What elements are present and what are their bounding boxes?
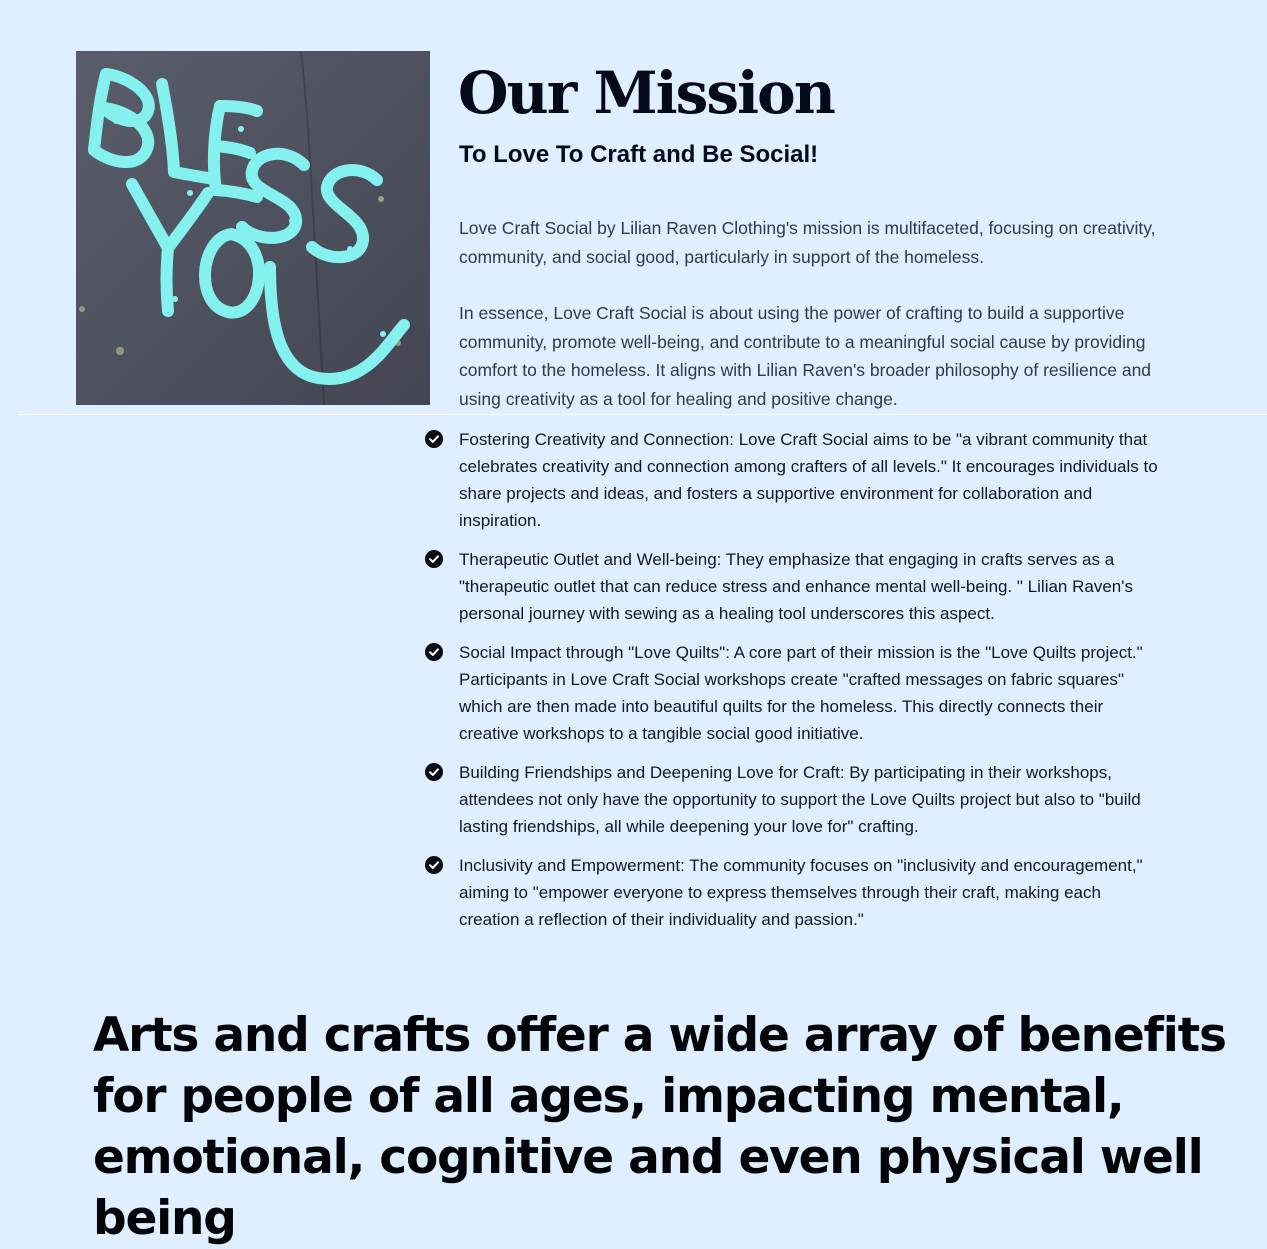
page-title: Our Mission [458, 59, 834, 127]
check-circle-icon [425, 550, 443, 568]
list-item-text: Social Impact through "Love Quilts": A core part of their mission is the "Love Quilts project." Participants in Love Craft Social workshops create "crafted messages on fabric squares" which are then made into beautiful quilts for the homeless. This directly connects their creative workshops to a tangible social good initiative. [459, 643, 1143, 743]
list-item [424, 426, 1164, 534]
check-circle-icon [425, 856, 443, 874]
mission-list [424, 426, 1164, 933]
list-item [424, 852, 1164, 933]
mission-subtitle: To Love To Craft and Be Social! [459, 141, 819, 168]
intro-paragraph: In essence, Love Craft Social is about using the power of crafting to build a supportive community, promote well-being, and contribute to a meaningful social cause by providing comfort to the homeless. It aligns with Lilian Raven's broader philosophy of resilience and using creativity as a tool for healing and positive change. [459, 303, 1152, 409]
list-item-text: Inclusivity and Empowerment: The community focuses on "inclusivity and encouragement," aiming to "empower everyone to express themselves through their craft, making each creation a reflection of their individuality and passion." [459, 856, 1143, 929]
intro-paragraph: Love Craft Social by Lilian Raven Clothing's mission is multifaceted, focusing on creativity, community, and social good, particularly in support of the homeless. [459, 218, 1156, 267]
check-circle-icon [425, 643, 443, 661]
bless-you-painted-text-icon [76, 51, 430, 405]
mission-intro [459, 214, 1189, 413]
list-item-text: Therapeutic Outlet and Well-being: They emphasize that engaging in crafts serves as a "therapeutic outlet that can reduce stress and enhance mental well-being. " Lilian Raven's personal journey with sewing as a healing tool underscores this aspect. [459, 550, 1133, 623]
list-item [424, 639, 1164, 747]
list-item [424, 546, 1164, 627]
list-item [424, 759, 1164, 840]
check-circle-icon [425, 430, 443, 448]
list-item-text: Fostering Creativity and Connection: Love Craft Social aims to be "a vibrant community that celebrates creativity and connection among crafters of all levels." It encourages individuals to share projects and ideas, and fosters a supportive environment for collaboration and inspiration. [459, 430, 1158, 530]
benefits-heading: Arts and crafts offer a wide array of benefits for people of all ages, impacting mental, emotional, cognitive and even physical well being [93, 1008, 1226, 1246]
list-item-text: Building Friendships and Deepening Love for Craft: By participating in their workshops, attendees not only have the opportunity to support the Love Quilts project but also to "build lasting friendships, all while deepening your love for" crafting. [459, 763, 1141, 836]
section-divider [18, 414, 1267, 415]
check-circle-icon [425, 763, 443, 781]
bless-you-image [76, 51, 430, 405]
